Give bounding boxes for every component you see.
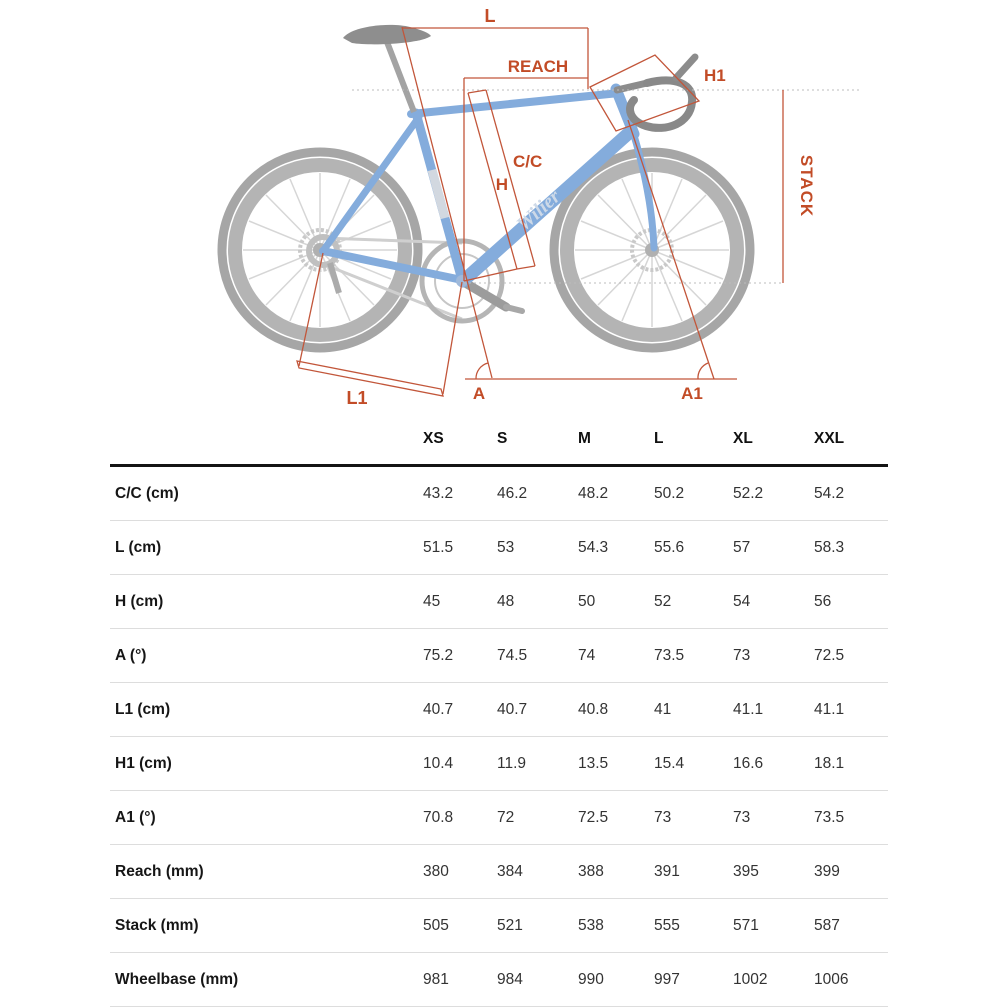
value-cell: 11.9 <box>497 754 527 772</box>
value-cell: 521 <box>497 916 523 934</box>
a1-angle-arc <box>698 363 708 379</box>
value-cell: 54.2 <box>814 484 845 502</box>
table-row <box>110 575 888 629</box>
label-stack: STACK <box>797 154 816 218</box>
value-cell: 72.5 <box>814 646 845 664</box>
value-cell: 53 <box>497 538 515 556</box>
row-label: H1 (cm) <box>115 754 172 772</box>
value-cell: 538 <box>578 916 604 934</box>
l1-right-connector <box>443 282 462 394</box>
value-cell: 41.1 <box>814 700 845 718</box>
table-row <box>110 683 888 737</box>
value-cell: 399 <box>814 862 840 880</box>
value-cell: 1006 <box>814 970 849 988</box>
value-cell: 56 <box>814 592 832 610</box>
label-l: L <box>484 6 496 26</box>
header-cell-l: L <box>654 429 664 447</box>
value-cell: 74 <box>578 646 596 664</box>
value-cell: 13.5 <box>578 754 609 772</box>
table-row <box>110 737 888 791</box>
header-cell-m: M <box>578 429 591 447</box>
value-cell: 58.3 <box>814 538 845 556</box>
row-label: L1 (cm) <box>115 700 171 718</box>
seat-tube-accent <box>432 170 445 218</box>
value-cell: 73.5 <box>654 646 685 664</box>
header-cell-xxl: XXL <box>814 429 845 447</box>
value-cell: 55.6 <box>654 538 685 556</box>
value-cell: 52 <box>654 592 672 610</box>
value-cell: 555 <box>654 916 680 934</box>
value-cell: 571 <box>733 916 759 934</box>
table-row <box>110 467 888 521</box>
row-label: Stack (mm) <box>115 916 199 934</box>
table-row <box>110 953 888 1007</box>
value-cell: 74.5 <box>497 646 528 664</box>
value-cell: 380 <box>423 862 449 880</box>
bike-geometry-diagram <box>0 0 1000 413</box>
frame-logo: Wilier <box>512 185 565 236</box>
value-cell: 384 <box>497 862 523 880</box>
seatpost <box>387 42 414 112</box>
value-cell: 50.2 <box>654 484 685 502</box>
value-cell: 75.2 <box>423 646 454 664</box>
row-label: A1 (°) <box>115 808 156 826</box>
header-cell-xl: XL <box>733 429 753 447</box>
table-row <box>110 791 888 845</box>
label-cc: C/C <box>513 152 543 171</box>
value-cell: 10.4 <box>423 754 454 772</box>
geometry-table <box>110 413 888 1007</box>
value-cell: 990 <box>578 970 604 988</box>
value-cell: 997 <box>654 970 680 988</box>
table-row <box>110 845 888 899</box>
l1-box <box>297 361 443 396</box>
table-row <box>110 521 888 575</box>
value-cell: 41.1 <box>733 700 764 718</box>
value-cell: 43.2 <box>423 484 454 502</box>
a-angle-arc <box>476 363 488 379</box>
value-cell: 1002 <box>733 970 768 988</box>
row-label: C/C (cm) <box>115 484 179 502</box>
pedal <box>506 307 522 311</box>
header-cell-xs: XS <box>423 429 444 447</box>
row-label: H (cm) <box>115 592 164 610</box>
value-cell: 50 <box>578 592 596 610</box>
value-cell: 48.2 <box>578 484 609 502</box>
value-cell: 73 <box>733 808 751 826</box>
value-cell: 41 <box>654 700 672 718</box>
brake-lever <box>676 57 695 78</box>
row-label: Reach (mm) <box>115 862 204 880</box>
header-cell-s: S <box>497 429 508 447</box>
value-cell: 388 <box>578 862 604 880</box>
value-cell: 505 <box>423 916 449 934</box>
cockpit <box>343 25 695 128</box>
table-row <box>110 899 888 953</box>
label-h: H <box>495 175 508 194</box>
table-row <box>110 629 888 683</box>
value-cell: 16.6 <box>733 754 764 772</box>
chainstay <box>323 251 462 280</box>
reference-dotted-lines <box>352 90 862 283</box>
label-a1: A1 <box>681 384 703 403</box>
value-cell: 54.3 <box>578 538 609 556</box>
value-cell: 981 <box>423 970 449 988</box>
bike-diagram-area <box>0 0 1000 413</box>
label-h1: H1 <box>704 66 726 85</box>
value-cell: 15.4 <box>654 754 685 772</box>
stem <box>617 83 647 90</box>
value-cell: 395 <box>733 862 759 880</box>
value-cell: 40.8 <box>578 700 609 718</box>
value-cell: 51.5 <box>423 538 454 556</box>
table-header-row <box>110 413 888 467</box>
value-cell: 46.2 <box>497 484 528 502</box>
value-cell: 57 <box>733 538 751 556</box>
value-cell: 70.8 <box>423 808 454 826</box>
label-a: A <box>472 384 486 403</box>
value-cell: 73 <box>654 808 672 826</box>
value-cell: 73 <box>733 646 751 664</box>
seat-axis-line <box>402 27 492 378</box>
value-cell: 40.7 <box>497 700 528 718</box>
row-label: A (°) <box>115 646 147 664</box>
label-reach: REACH <box>507 57 569 76</box>
value-cell: 73.5 <box>814 808 845 826</box>
value-cell: 391 <box>654 862 680 880</box>
value-cell: 587 <box>814 916 840 934</box>
value-cell: 984 <box>497 970 523 988</box>
row-label: Wheelbase (mm) <box>115 970 239 988</box>
value-cell: 18.1 <box>814 754 845 772</box>
value-cell: 48 <box>497 592 515 610</box>
value-cell: 72.5 <box>578 808 609 826</box>
label-l1: L1 <box>346 388 368 408</box>
top-tube <box>411 93 619 114</box>
row-label: L (cm) <box>115 538 162 556</box>
value-cell: 45 <box>423 592 441 610</box>
table-body <box>110 467 888 1007</box>
value-cell: 72 <box>497 808 515 826</box>
value-cell: 52.2 <box>733 484 764 502</box>
value-cell: 40.7 <box>423 700 454 718</box>
value-cell: 54 <box>733 592 751 610</box>
